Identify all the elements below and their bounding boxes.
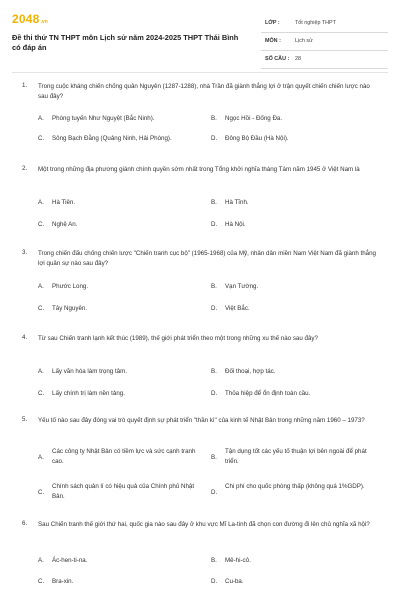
header-divider [12, 72, 388, 73]
option-letter: B. [211, 199, 217, 206]
info-value: Lịch sử [295, 38, 313, 44]
option-letter: C. [38, 135, 45, 142]
option-text: Thỏa hiệp để ổn định toàn cầu. [225, 390, 311, 397]
info-label: MÔN : [265, 38, 281, 44]
option-text: Chính sách quản lí có hiệu quả của Chính phủ Nhật Bản. [52, 483, 195, 500]
option-text: Lấy văn hóa làm trọng tâm. [52, 368, 127, 375]
option-letter: A. [38, 454, 44, 461]
info-value: Tốt nghiệp THPT [295, 20, 336, 26]
option-text: Chi phí cho quốc phòng thấp (không quá 1%GDP). [225, 483, 365, 490]
option-letter: D. [211, 221, 218, 228]
logo-main-text: 2048 [12, 12, 40, 26]
info-row-subject [261, 33, 388, 51]
question-text: Sau Chiến tranh thế giới thứ hai, quốc gia nào sau đây ở khu vực Mĩ La-tinh đã chọn con đường đi lên chủ nghĩa xã hội? [38, 521, 370, 528]
option-letter: B. [211, 557, 217, 564]
option-letter: D. [211, 305, 218, 312]
question-number: 1. [22, 82, 28, 89]
option-letter: C. [38, 489, 45, 496]
info-row-question-count [261, 51, 388, 69]
question-text: Từ sau Chiến tranh lạnh kết thúc (1989), thế giới phát triển theo một trong những xu thế nào sau đây? [38, 335, 318, 342]
option-text: Phước Long. [52, 283, 89, 290]
option-text: Ác-hen-ti-na. [52, 557, 88, 564]
question-number: 3. [22, 249, 28, 256]
option-text: Sông Bạch Đằng (Quảng Ninh, Hải Phòng). [52, 135, 172, 142]
option-text: Hà Nội. [225, 221, 246, 228]
option-text: Phòng tuyến Như Nguyệt (Bắc Ninh). [52, 115, 155, 122]
question-number: 2. [22, 165, 28, 172]
option-letter: B. [211, 368, 217, 375]
page-header [12, 12, 388, 64]
option-text: Tận dụng tốt các yếu tố thuận lợi bên ngoài để phát triển. [225, 448, 367, 465]
info-label: LỚP : [265, 20, 280, 26]
option-text: Mê-hi-cô. [225, 557, 251, 564]
option-text: Việt Bắc. [225, 305, 250, 312]
info-value: 28 [295, 56, 301, 62]
exam-info-table [261, 15, 388, 69]
option-letter: C. [38, 221, 45, 228]
option-letter: D. [211, 578, 218, 585]
logo-suffix-text: .vn [40, 19, 48, 25]
option-letter: C. [38, 578, 45, 585]
option-letter: B. [211, 115, 217, 122]
option-text: Tây Nguyên. [52, 305, 88, 312]
question-number: 4. [22, 334, 28, 341]
option-letter: C. [38, 305, 45, 312]
site-logo[interactable] [12, 12, 48, 26]
option-letter: D. [211, 390, 218, 397]
option-letter: A. [38, 557, 44, 564]
option-text: Các công ty Nhật Bản có tiềm lực và sức cạnh tranh cao. [52, 448, 196, 465]
option-text: Hà Tĩnh. [225, 199, 249, 206]
option-letter: A. [38, 199, 44, 206]
option-letter: A. [38, 283, 44, 290]
option-text: Lấy chính trị làm nền tảng. [52, 390, 125, 397]
option-letter: D. [211, 135, 218, 142]
question-text: Yếu tố nào sau đây đóng vai trò quyết định sự phát triển "thần kì" của kinh tế Nhật Bản trong những năm 1960 – 1973? [38, 417, 365, 424]
option-text: Đông Bộ Đầu (Hà Nội). [225, 135, 289, 142]
option-letter: C. [38, 390, 45, 397]
option-letter: A. [38, 368, 44, 375]
option-text: Hà Tiên. [52, 199, 76, 206]
option-letter: D. [211, 489, 218, 496]
question-number: 5. [22, 416, 28, 423]
option-text: Vạn Tường. [225, 283, 259, 290]
info-label: SỐ CÂU : [265, 56, 290, 62]
page-title: Đề thi thử TN THPT môn Lịch sử năm 2024-2025 THPT Thái Bình có đáp án [12, 33, 239, 52]
option-text: Nghệ An. [52, 221, 78, 228]
option-letter: B. [211, 283, 217, 290]
question-number: 6. [22, 520, 28, 527]
option-letter: A. [38, 115, 44, 122]
option-text: Bra-xin. [52, 578, 74, 585]
option-text: Ngọc Hồi - Đống Đa. [225, 115, 283, 122]
info-row-class [261, 15, 388, 33]
question-text: Một trong những địa phương giành chính quyền sớm nhất trong Tổng khởi nghĩa tháng Tám năm 1945 ở Việt Nam là [38, 166, 360, 173]
option-text: Cu-ba. [225, 578, 244, 585]
option-text: Đối thoại, hợp tác. [225, 368, 276, 375]
option-letter: B. [211, 454, 217, 461]
question-text: Trong cuộc kháng chiến chống quân Nguyên (1287-1288), nhà Trần đã giành thắng lợi ở trận quyết chiến chiến lược nào sau đây? [38, 83, 370, 100]
question-text: Trong chiến đấu chống chiến lược "Chiến tranh cục bộ" (1965-1968) của Mỹ, nhân dân miền Nam Việt Nam đã giành thắng lợi quân sự nào sau đây? [38, 250, 376, 267]
